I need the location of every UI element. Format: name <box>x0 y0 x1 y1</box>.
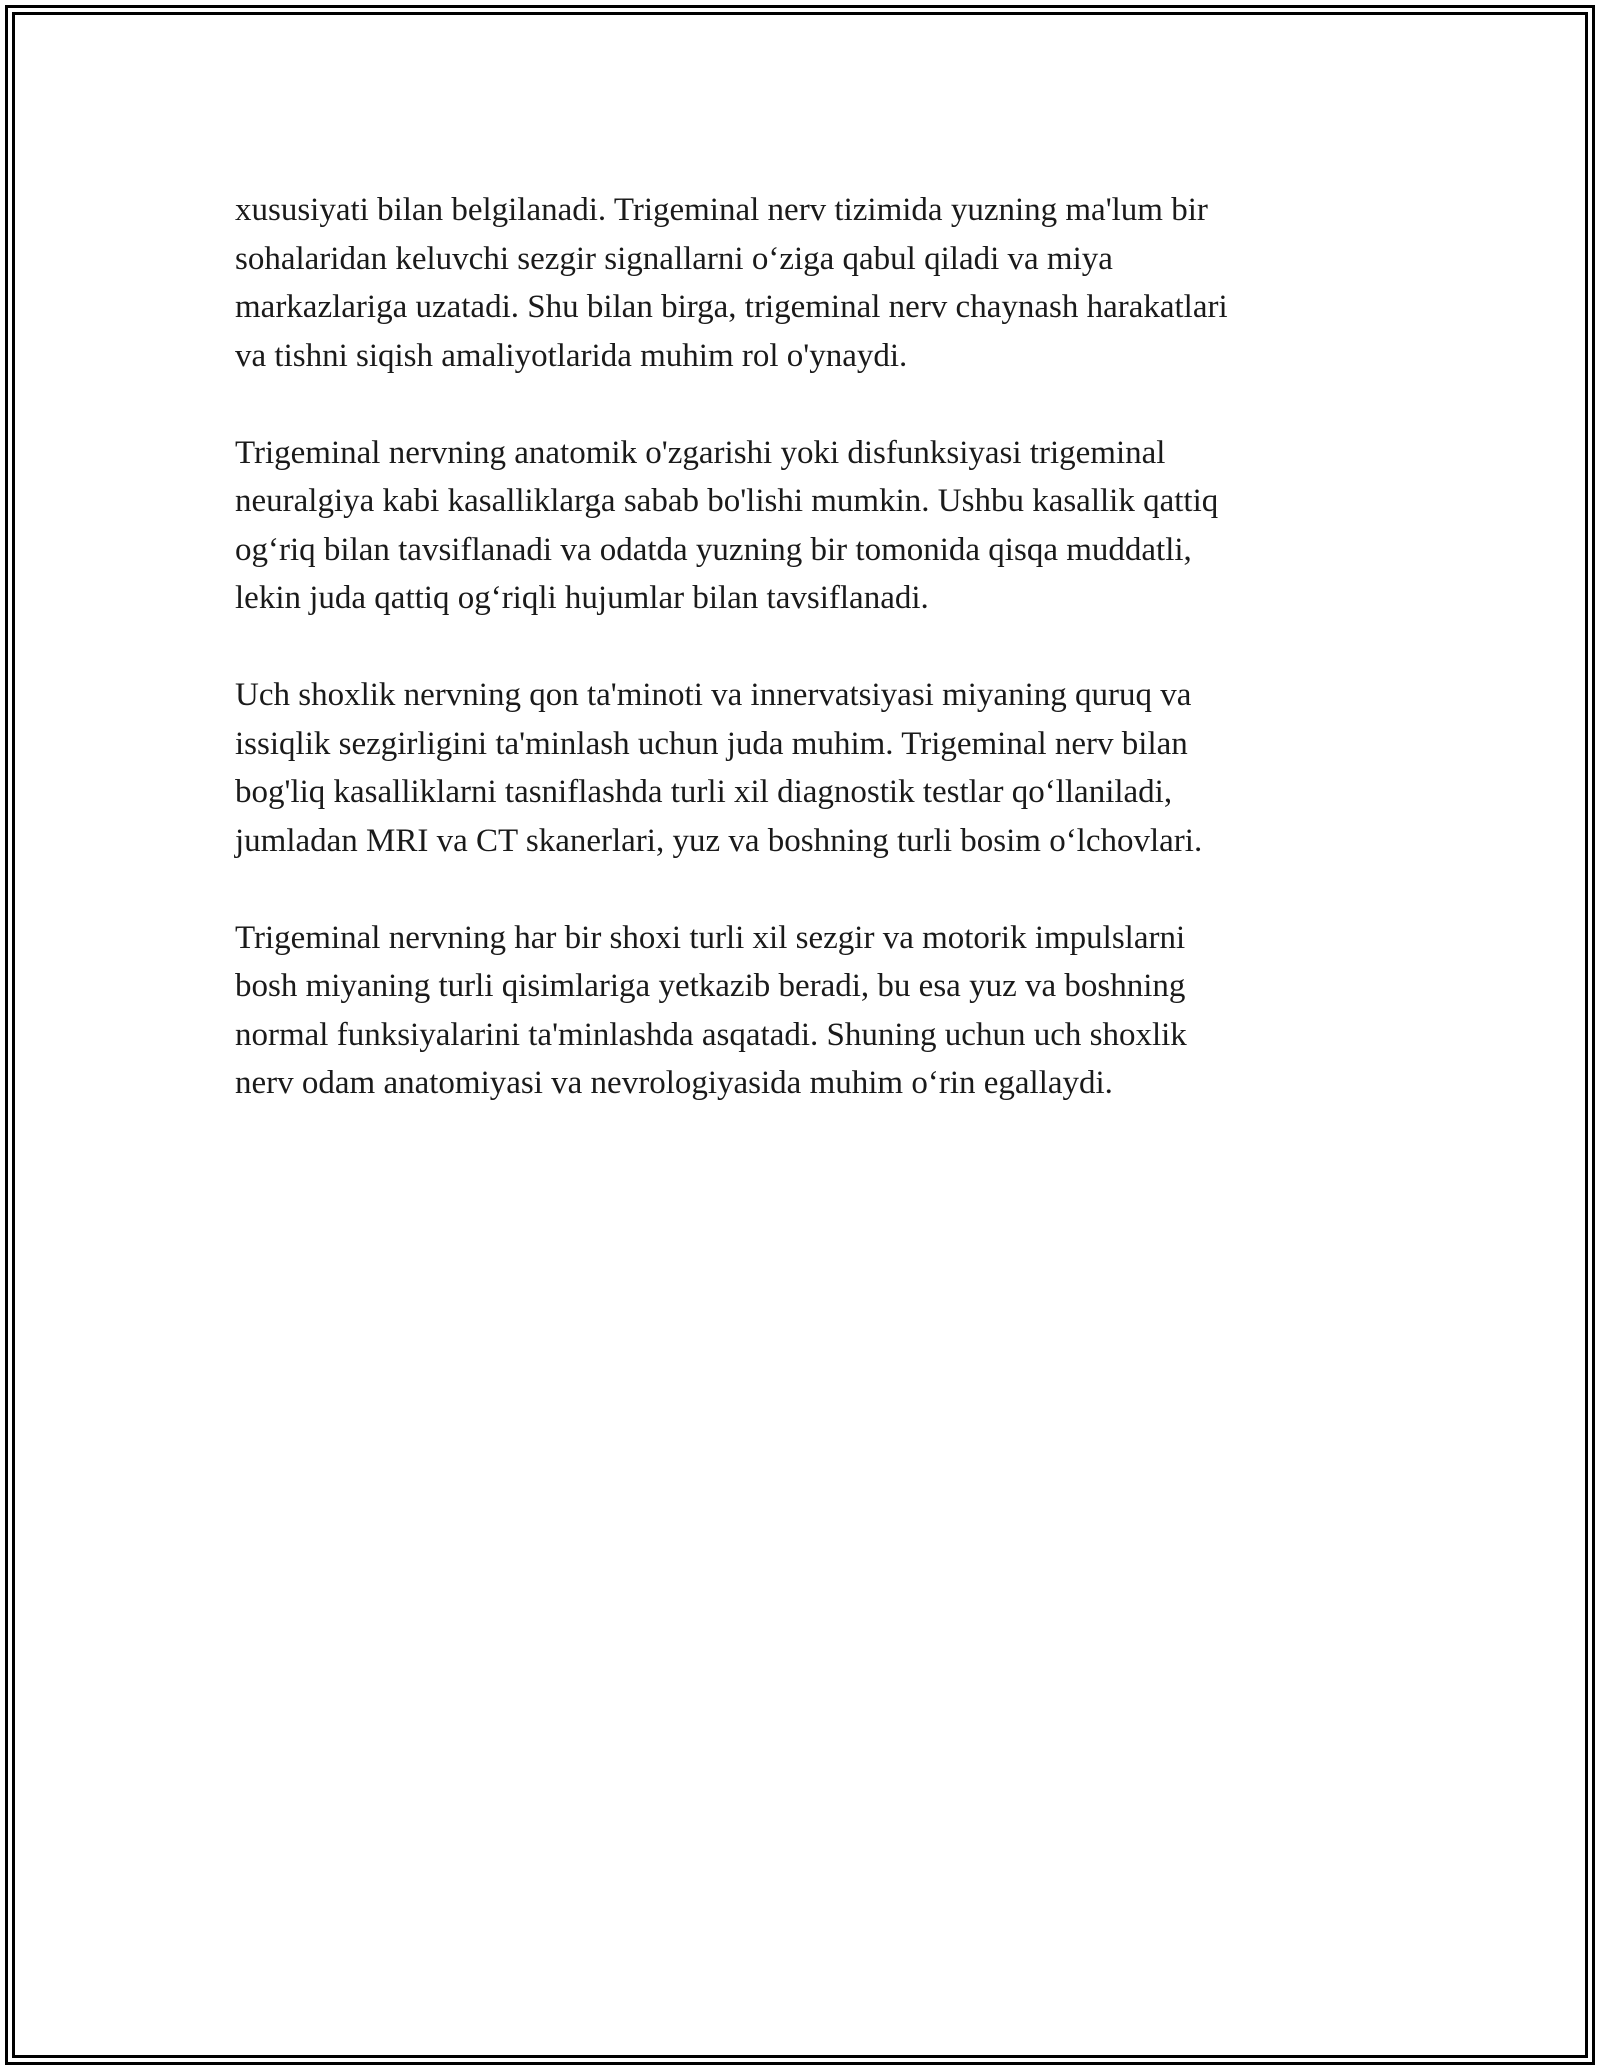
text-line: Uch shoxlik nervning qon ta'minoti va innervatsiyasi miyaning quruq va <box>235 677 1192 713</box>
text-line: nerv odam anatomiyasi va nevrologiyasida muhim o‘rin egallaydi. <box>235 1065 1113 1101</box>
text-line: sohalaridan keluvchi sezgir signallarni o‘ziga qabul qiladi va miya <box>235 240 1113 277</box>
text-line: neuralgiya kabi kasalliklarga sabab bo'lishi mumkin. Ushbu kasallik qattiq <box>235 483 1219 519</box>
text-line: Trigeminal nervning anatomik o'zgarishi yoki disfunksiyasi trigeminal <box>235 434 1166 471</box>
paragraph-1 <box>235 186 1365 380</box>
paragraph-3 <box>235 671 1365 865</box>
text-line: xususiyati bilan belgilanadi. Trigeminal nerv tizimida yuzning ma'lum bir <box>235 192 1208 228</box>
text-line: markazlariga uzatadi. Shu bilan birga, trigeminal nerv chaynash harakatlari <box>235 289 1228 325</box>
document-body <box>235 186 1365 1156</box>
text-line: lekin juda qattiq og‘riqli hujumlar bilan tavsiflanadi. <box>235 580 929 616</box>
paragraph-2 <box>235 429 1365 623</box>
text-line: issiqlik sezgirligini ta'minlash uchun juda muhim. Trigeminal nerv bilan <box>235 725 1188 762</box>
text-line: og‘riq bilan tavsiflanadi va odatda yuzning bir tomonida qisqa muddatli, <box>235 531 1192 568</box>
text-line: jumladan MRI va CT skanerlari, yuz va boshning turli bosim o‘lchovlari. <box>235 822 1203 859</box>
text-line: bog'liq kasalliklarni tasniflashda turli xil diagnostik testlar qo‘llaniladi, <box>235 774 1173 810</box>
text-line: normal funksiyalarini ta'minlashda asqatadi. Shuning uchun uch shoxlik <box>235 1016 1187 1053</box>
text-line: Trigeminal nervning har bir shoxi turli xil sezgir va motorik impulslarni <box>235 919 1186 956</box>
text-line: va tishni siqish amaliyotlarida muhim rol o'ynaydi. <box>235 337 908 374</box>
paragraph-4 <box>235 914 1365 1108</box>
text-line: bosh miyaning turli qisimlariga yetkazib beradi, bu esa yuz va boshning <box>235 968 1186 1004</box>
